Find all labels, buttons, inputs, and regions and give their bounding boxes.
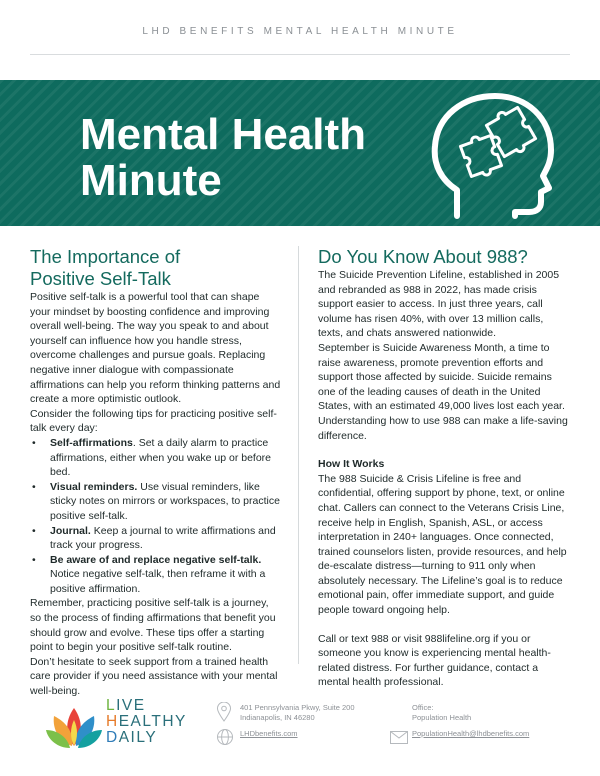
tip-text: . Set a daily alarm to practice affirmations, either when you wake up or before bed. xyxy=(50,436,272,479)
address-line1: 401 Pennsylvania Pkwy, Suite 200 xyxy=(240,703,355,712)
globe-icon xyxy=(216,728,234,746)
banner-title-line1: Mental Health xyxy=(80,110,367,159)
header-tagline: LHD BENEFITS MENTAL HEALTH MINUTE xyxy=(142,26,458,37)
how-it-works-heading: How It Works xyxy=(318,458,385,471)
logo-word: AILY xyxy=(118,729,158,746)
location-pin-icon xyxy=(216,702,232,722)
office-name: Population Health xyxy=(412,713,472,722)
column-divider xyxy=(298,246,299,664)
email-link[interactable]: PopulationHealth@lhdbenefits.com xyxy=(412,729,530,738)
tip-title: Journal. xyxy=(50,524,91,537)
live-healthy-daily-logo xyxy=(46,698,102,750)
tip-text: Use visual reminders, like sticky notes on mirrors or workspaces, to practice positive self-talk. xyxy=(50,480,280,522)
lifeline-para-awareness: September is Suicide Awareness Month, a time to raise awareness, promote prevention efforts and support those affected by suicide. Suicide remains one of the leading causes of death in the United States, with an estimated 49,000 lives lost each year. Understanding how to use 988 can make a life-saving difference. xyxy=(318,341,568,442)
self-talk-heading xyxy=(30,246,282,290)
lifeline-para-call: Call or text 988 or visit 988lifeline.org if you or someone you know is experiencing mental health-related distress. For further guidance, contact a mental health professional. xyxy=(318,632,551,689)
logo-word: EALTHY xyxy=(118,713,187,730)
self-talk-heading-line1: The Importance of xyxy=(30,246,181,267)
banner-title xyxy=(80,112,420,204)
banner-title-line2: Minute xyxy=(80,156,222,205)
lifeline-para-how: The 988 Suicide & Crisis Lifeline is free and confidential, offering support by phone, text, or online chat. Callers can connect to the Veterans Crisis Line, receive help in English, Spanish, ASL, or access interpretation in 240+ languages. Once connected, trained counselors listen, provide resources, and help de-escalate distress—turning to 911 only when absolutely necessary. The Lifeline’s goal is to reduce emotional pain, offer immediate support, and guide people toward ongoing help. xyxy=(318,472,567,617)
email-icon xyxy=(390,731,408,744)
self-talk-closing: Remember, practicing positive self-talk is a journey, so the process of finding affirmations that benefit you should grow and evolve. These tips offer a starting point to begin your positive self-talk routine. xyxy=(30,597,276,654)
logo-letter: D xyxy=(106,729,119,746)
logo-wordmark xyxy=(106,698,187,746)
self-talk-support: Don’t hesitate to seek support from a trained health care provider if you need assistance with your mental well-being. xyxy=(30,655,278,698)
logo-letter: L xyxy=(106,697,117,714)
logo-letter: H xyxy=(106,713,119,730)
tip-title: Self-affirmations xyxy=(50,436,133,449)
tip-item xyxy=(30,524,282,553)
tip-title: Visual reminders. xyxy=(50,480,138,493)
tips-list xyxy=(30,436,282,597)
tip-item xyxy=(30,480,282,524)
tips-intro: Consider the following tips for practicing positive self-talk every day: xyxy=(30,407,277,435)
head-puzzle-icon xyxy=(423,88,563,220)
lifeline-heading: Do You Know About 988? xyxy=(318,246,528,267)
self-talk-article xyxy=(30,246,282,699)
header-divider xyxy=(30,54,570,55)
tip-text: Notice negative self-talk, then reframe it with a positive affirmation. xyxy=(50,568,266,595)
tip-item xyxy=(30,553,282,597)
footer-address xyxy=(240,703,355,723)
self-talk-heading-line2: Positive Self-Talk xyxy=(30,268,171,289)
lifeline-para-history: The Suicide Prevention Lifeline, established in 2005 and rebranded as 988 in 2022, has made crisis support easier to access. In just three years, call volume has risen 40%, with over 13 million calls, texts, and chats answered nationwide. xyxy=(318,269,560,340)
tip-item xyxy=(30,436,282,480)
website-link[interactable]: LHDbenefits.com xyxy=(240,729,298,738)
logo-word: IVE xyxy=(116,697,146,714)
office-label: Office: xyxy=(412,703,434,712)
lifeline-article xyxy=(318,246,570,690)
address-line2: Indianapolis, IN 46280 xyxy=(240,713,315,722)
footer-office xyxy=(412,703,471,723)
tip-text: Keep a journal to write affirmations and track your progress. xyxy=(50,524,276,552)
tip-title: Be aware of and replace negative self-talk. xyxy=(50,553,262,566)
self-talk-intro: Positive self-talk is a powerful tool that can shape your mindset by boosting confidence and improving overall well-being. The way you speak to and about yourself can influence how you handle stress, overcome challenges and pursue goals. Replacing negative inner dialogue with compassionate affirmations can help you reform thinking patterns and create a more optimistic outlook. xyxy=(30,291,281,406)
